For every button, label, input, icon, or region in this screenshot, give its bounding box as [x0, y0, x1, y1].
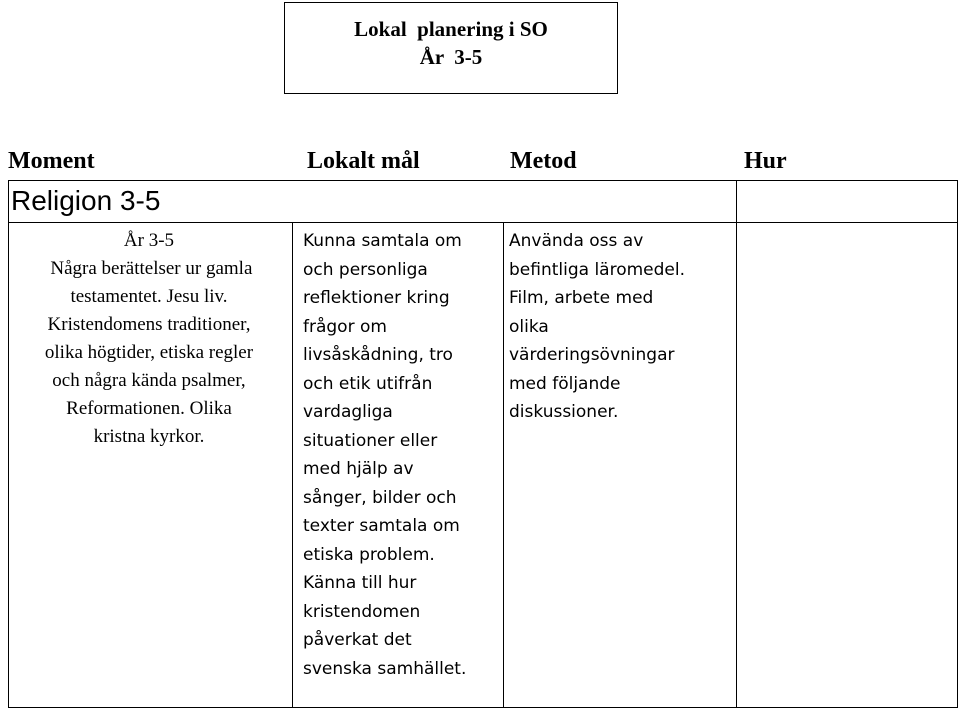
goal-line: livsåskådning, tro	[303, 345, 453, 365]
goal-line: situationer eller	[303, 430, 438, 451]
table-row	[8, 222, 958, 708]
method-line: värderingsövningar	[509, 345, 675, 365]
method-cell	[509, 227, 739, 427]
moment-line: kristna kyrkor.	[93, 426, 205, 447]
goal-line: och etik utifrån	[303, 373, 433, 394]
method-line: med följande	[509, 373, 621, 394]
goal-line: vardagliga	[303, 402, 393, 422]
method-line: Film, arbete med	[509, 288, 654, 308]
table-header-row	[8, 144, 958, 180]
header-lokalt-mal: Lokalt mål	[307, 148, 420, 174]
header-hur: Hur	[744, 148, 787, 174]
goal-line: etiska problem.	[303, 544, 435, 565]
header-metod: Metod	[510, 148, 577, 174]
goal-line: Kunna samtala om	[303, 231, 462, 251]
method-line: befintliga läromedel.	[509, 259, 686, 280]
goal-line: sånger, bilder och	[303, 487, 457, 508]
section-title: Religion 3-5	[11, 185, 161, 216]
goal-line: svenska samhället.	[303, 658, 467, 679]
document-subtitle: År 3-5	[419, 45, 483, 69]
moment-line: Reformationen. Olika	[66, 398, 232, 419]
moment-line: År 3-5	[123, 230, 175, 251]
column-divider	[292, 223, 293, 707]
goal-line: Känna till hur	[303, 573, 417, 593]
moment-line: Kristendomens traditioner,	[47, 314, 251, 335]
section-row-religion	[8, 180, 958, 222]
goal-line: reflektioner kring	[303, 288, 450, 308]
document-title-box	[284, 2, 618, 94]
goal-line: frågor om	[303, 316, 387, 337]
goal-cell	[303, 227, 503, 683]
goal-line: påverkat det	[303, 630, 412, 650]
moment-line: Några berättelser ur gamla	[45, 258, 253, 279]
header-moment: Moment	[8, 148, 95, 174]
goal-line: kristendomen	[303, 601, 421, 622]
moment-cell	[9, 227, 289, 451]
goal-line: texter samtala om	[303, 516, 460, 536]
moment-line: testamentet. Jesu liv.	[70, 286, 228, 307]
method-line: Använda oss av	[509, 231, 644, 251]
goal-line: och personliga	[303, 259, 428, 280]
moment-line: olika högtider, etiska regler	[44, 342, 254, 363]
moment-line: och några kända psalmer,	[52, 370, 246, 391]
column-divider	[736, 181, 737, 222]
method-line: olika	[509, 316, 549, 337]
document-title: Lokal planering i SO	[354, 17, 548, 41]
column-divider	[503, 223, 504, 707]
goal-line: med hjälp av	[303, 459, 414, 479]
method-line: diskussioner.	[509, 402, 619, 422]
